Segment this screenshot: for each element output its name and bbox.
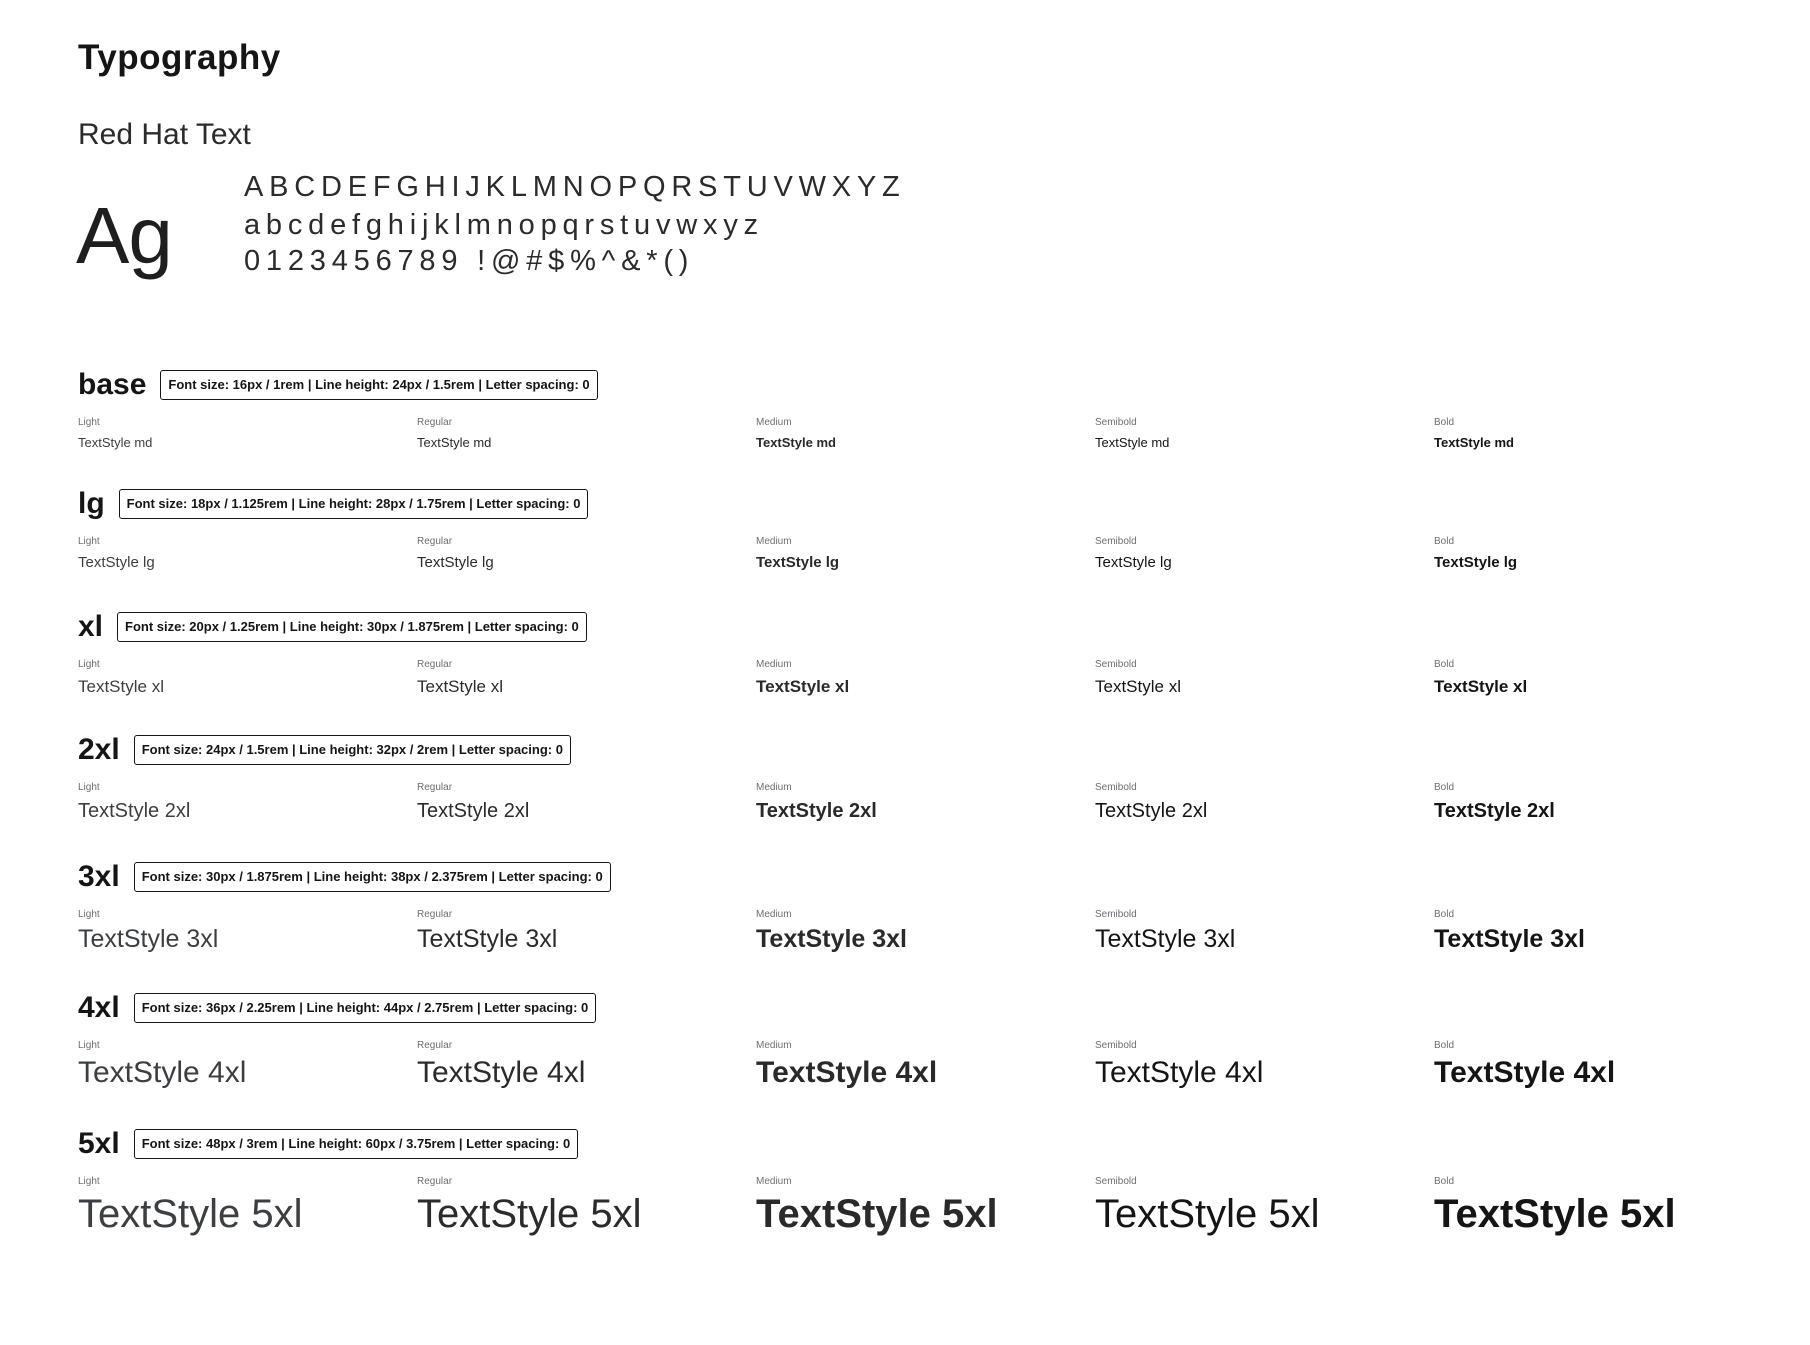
weight-label: Semibold bbox=[1095, 1040, 1137, 1051]
weight-label: Bold bbox=[1434, 417, 1455, 428]
weight-label: Bold bbox=[1434, 1040, 1455, 1051]
weight-semibold bbox=[1095, 1176, 1320, 1237]
weight-light bbox=[78, 417, 152, 450]
weights-row bbox=[78, 536, 1778, 606]
weight-label: Bold bbox=[1434, 782, 1455, 793]
weight-sample: TextStyle 4xl bbox=[756, 1056, 938, 1089]
size-header bbox=[78, 1126, 1778, 1162]
weight-label: Regular bbox=[417, 782, 453, 793]
glyphs-uppercase: ABCDEFGHIJKLMNOPQRSTUVWXYZ bbox=[244, 171, 906, 203]
spec-box: Font size: 30px / 1.875rem | Line height: 38px / 2.375rem | Letter spacing: 0 bbox=[134, 862, 611, 892]
weight-regular bbox=[417, 417, 491, 450]
size-name: 4xl bbox=[78, 991, 120, 1024]
weight-label: Light bbox=[78, 782, 100, 793]
weight-label: Semibold bbox=[1095, 536, 1137, 547]
weight-sample: TextStyle 4xl bbox=[1095, 1056, 1264, 1089]
weight-sample: TextStyle md bbox=[756, 435, 836, 450]
weights-row bbox=[78, 417, 1778, 487]
weight-label: Bold bbox=[1434, 909, 1455, 920]
weight-sample: TextStyle 3xl bbox=[78, 925, 219, 953]
weight-bold bbox=[1434, 1176, 1676, 1237]
weight-label: Semibold bbox=[1095, 659, 1137, 670]
weight-sample: TextStyle lg bbox=[756, 554, 840, 571]
weight-regular bbox=[417, 659, 503, 697]
weight-sample: TextStyle 2xl bbox=[78, 800, 191, 822]
size-name: 5xl bbox=[78, 1127, 120, 1160]
weight-sample: TextStyle xl bbox=[78, 677, 164, 696]
weight-sample: TextStyle md bbox=[1095, 435, 1170, 450]
weight-label: Light bbox=[78, 1040, 100, 1051]
weight-sample: TextStyle 3xl bbox=[417, 925, 558, 953]
weight-sample: TextStyle lg bbox=[1095, 554, 1172, 571]
weights-row bbox=[78, 659, 1778, 729]
size-section-4xl bbox=[78, 990, 1778, 1110]
weight-sample: TextStyle 5xl bbox=[1095, 1192, 1320, 1236]
weight-sample: TextStyle lg bbox=[1434, 554, 1518, 571]
weight-label: Medium bbox=[756, 659, 792, 670]
weight-sample: TextStyle lg bbox=[417, 554, 494, 571]
size-section-3xl bbox=[78, 859, 1778, 979]
weight-light bbox=[78, 1176, 303, 1237]
weight-semibold bbox=[1095, 1040, 1263, 1090]
weight-label: Regular bbox=[417, 1040, 453, 1051]
weight-label: Bold bbox=[1434, 659, 1455, 670]
weight-regular bbox=[417, 1040, 585, 1090]
size-name: 2xl bbox=[78, 733, 120, 766]
weight-sample: TextStyle 4xl bbox=[78, 1056, 247, 1089]
weights-row bbox=[78, 1176, 1778, 1246]
size-name: base bbox=[78, 368, 147, 401]
weight-sample: TextStyle 3xl bbox=[1095, 925, 1236, 953]
size-name: lg bbox=[78, 487, 105, 520]
size-header bbox=[78, 732, 1778, 768]
sample-glyph: Ag bbox=[76, 191, 172, 280]
weight-sample: TextStyle 3xl bbox=[756, 925, 908, 953]
size-header bbox=[78, 367, 1778, 403]
size-header bbox=[78, 990, 1778, 1026]
weight-label: Regular bbox=[417, 1176, 453, 1187]
size-section-5xl bbox=[78, 1126, 1778, 1246]
weight-label: Semibold bbox=[1095, 1176, 1137, 1187]
weight-bold bbox=[1434, 417, 1514, 450]
spec-box: Font size: 18px / 1.125rem | Line height: 28px / 1.75rem | Letter spacing: 0 bbox=[119, 489, 589, 519]
size-header bbox=[78, 486, 1778, 522]
spec-box: Font size: 20px / 1.25rem | Line height: 30px / 1.875rem | Letter spacing: 0 bbox=[117, 612, 587, 642]
size-header bbox=[78, 859, 1778, 895]
weight-medium bbox=[756, 536, 839, 571]
weight-sample: TextStyle 2xl bbox=[1434, 800, 1555, 822]
size-name: xl bbox=[78, 610, 104, 643]
weight-label: Medium bbox=[756, 536, 792, 547]
weight-medium bbox=[756, 909, 907, 954]
weight-sample: TextStyle xl bbox=[1434, 677, 1528, 696]
weight-medium bbox=[756, 1040, 937, 1090]
weights-row bbox=[78, 909, 1778, 979]
glyphs-lowercase: abcdefghijklmnopqrstuvwxyz bbox=[244, 209, 764, 241]
weight-bold bbox=[1434, 536, 1517, 571]
weight-regular bbox=[417, 909, 557, 954]
weight-sample: TextStyle md bbox=[78, 435, 153, 450]
weight-regular bbox=[417, 782, 529, 823]
weight-label: Light bbox=[78, 659, 100, 670]
weight-label: Bold bbox=[1434, 536, 1455, 547]
weight-regular bbox=[417, 1176, 642, 1237]
weight-sample: TextStyle xl bbox=[756, 677, 850, 696]
weight-sample: TextStyle 4xl bbox=[1434, 1056, 1616, 1089]
weight-label: Medium bbox=[756, 1040, 792, 1051]
page-title: Typography bbox=[78, 38, 281, 77]
weight-sample: TextStyle 5xl bbox=[756, 1192, 998, 1236]
weight-label: Medium bbox=[756, 417, 792, 428]
weight-sample: TextStyle 2xl bbox=[1095, 800, 1208, 822]
weight-label: Regular bbox=[417, 909, 453, 920]
weight-medium bbox=[756, 659, 849, 697]
spec-box: Font size: 48px / 3rem | Line height: 60px / 3.75rem | Letter spacing: 0 bbox=[134, 1129, 578, 1159]
weight-label: Light bbox=[78, 417, 100, 428]
weight-medium bbox=[756, 1176, 998, 1237]
weight-sample: TextStyle 2xl bbox=[417, 800, 530, 822]
weight-semibold bbox=[1095, 536, 1172, 571]
weight-label: Medium bbox=[756, 909, 792, 920]
weight-light bbox=[78, 782, 190, 823]
weight-label: Light bbox=[78, 909, 100, 920]
weight-sample: TextStyle 5xl bbox=[78, 1192, 303, 1236]
spec-box: Font size: 36px / 2.25rem | Line height: 44px / 2.75rem | Letter spacing: 0 bbox=[134, 993, 597, 1023]
weight-label: Medium bbox=[756, 1176, 792, 1187]
weight-sample: TextStyle 4xl bbox=[417, 1056, 586, 1089]
font-family-name: Red Hat Text bbox=[78, 118, 251, 151]
weight-label: Semibold bbox=[1095, 782, 1137, 793]
weight-sample: TextStyle xl bbox=[1095, 677, 1181, 696]
weight-sample: TextStyle xl bbox=[417, 677, 503, 696]
weight-sample: TextStyle lg bbox=[78, 554, 155, 571]
weight-bold bbox=[1434, 659, 1527, 697]
weight-sample: TextStyle 2xl bbox=[756, 800, 877, 822]
weights-row bbox=[78, 1040, 1778, 1110]
weight-label: Regular bbox=[417, 417, 453, 428]
weight-light bbox=[78, 1040, 246, 1090]
weight-sample: TextStyle md bbox=[417, 435, 492, 450]
weight-sample: TextStyle 5xl bbox=[1434, 1192, 1676, 1236]
size-section-xl bbox=[78, 609, 1778, 729]
weight-semibold bbox=[1095, 782, 1207, 823]
weight-label: Light bbox=[78, 1176, 100, 1187]
size-name: 3xl bbox=[78, 860, 120, 893]
weight-label: Semibold bbox=[1095, 417, 1137, 428]
weight-light bbox=[78, 659, 164, 697]
weight-sample: TextStyle md bbox=[1434, 435, 1514, 450]
size-header bbox=[78, 609, 1778, 645]
weight-light bbox=[78, 909, 218, 954]
weight-semibold bbox=[1095, 909, 1235, 954]
weight-light bbox=[78, 536, 155, 571]
weight-bold bbox=[1434, 782, 1555, 823]
weight-medium bbox=[756, 417, 836, 450]
weight-sample: TextStyle 3xl bbox=[1434, 925, 1586, 953]
weights-row bbox=[78, 782, 1778, 852]
weight-medium bbox=[756, 782, 877, 823]
weight-bold bbox=[1434, 1040, 1615, 1090]
size-section-2xl bbox=[78, 732, 1778, 852]
glyphs-digits-symbols: 0123456789 !@#$%^&*() bbox=[244, 245, 695, 277]
size-section-lg bbox=[78, 486, 1778, 606]
weight-sample: TextStyle 5xl bbox=[417, 1192, 642, 1236]
weight-semibold bbox=[1095, 659, 1181, 697]
size-section-base bbox=[78, 367, 1778, 487]
weight-bold bbox=[1434, 909, 1585, 954]
weight-label: Regular bbox=[417, 536, 453, 547]
weight-regular bbox=[417, 536, 494, 571]
weight-label: Bold bbox=[1434, 1176, 1455, 1187]
spec-box: Font size: 16px / 1rem | Line height: 24px / 1.5rem | Letter spacing: 0 bbox=[160, 370, 597, 400]
weight-semibold bbox=[1095, 417, 1169, 450]
weight-label: Light bbox=[78, 536, 100, 547]
weight-label: Medium bbox=[756, 782, 792, 793]
weight-label: Semibold bbox=[1095, 909, 1137, 920]
spec-box: Font size: 24px / 1.5rem | Line height: 32px / 2rem | Letter spacing: 0 bbox=[134, 735, 571, 765]
weight-label: Regular bbox=[417, 659, 453, 670]
